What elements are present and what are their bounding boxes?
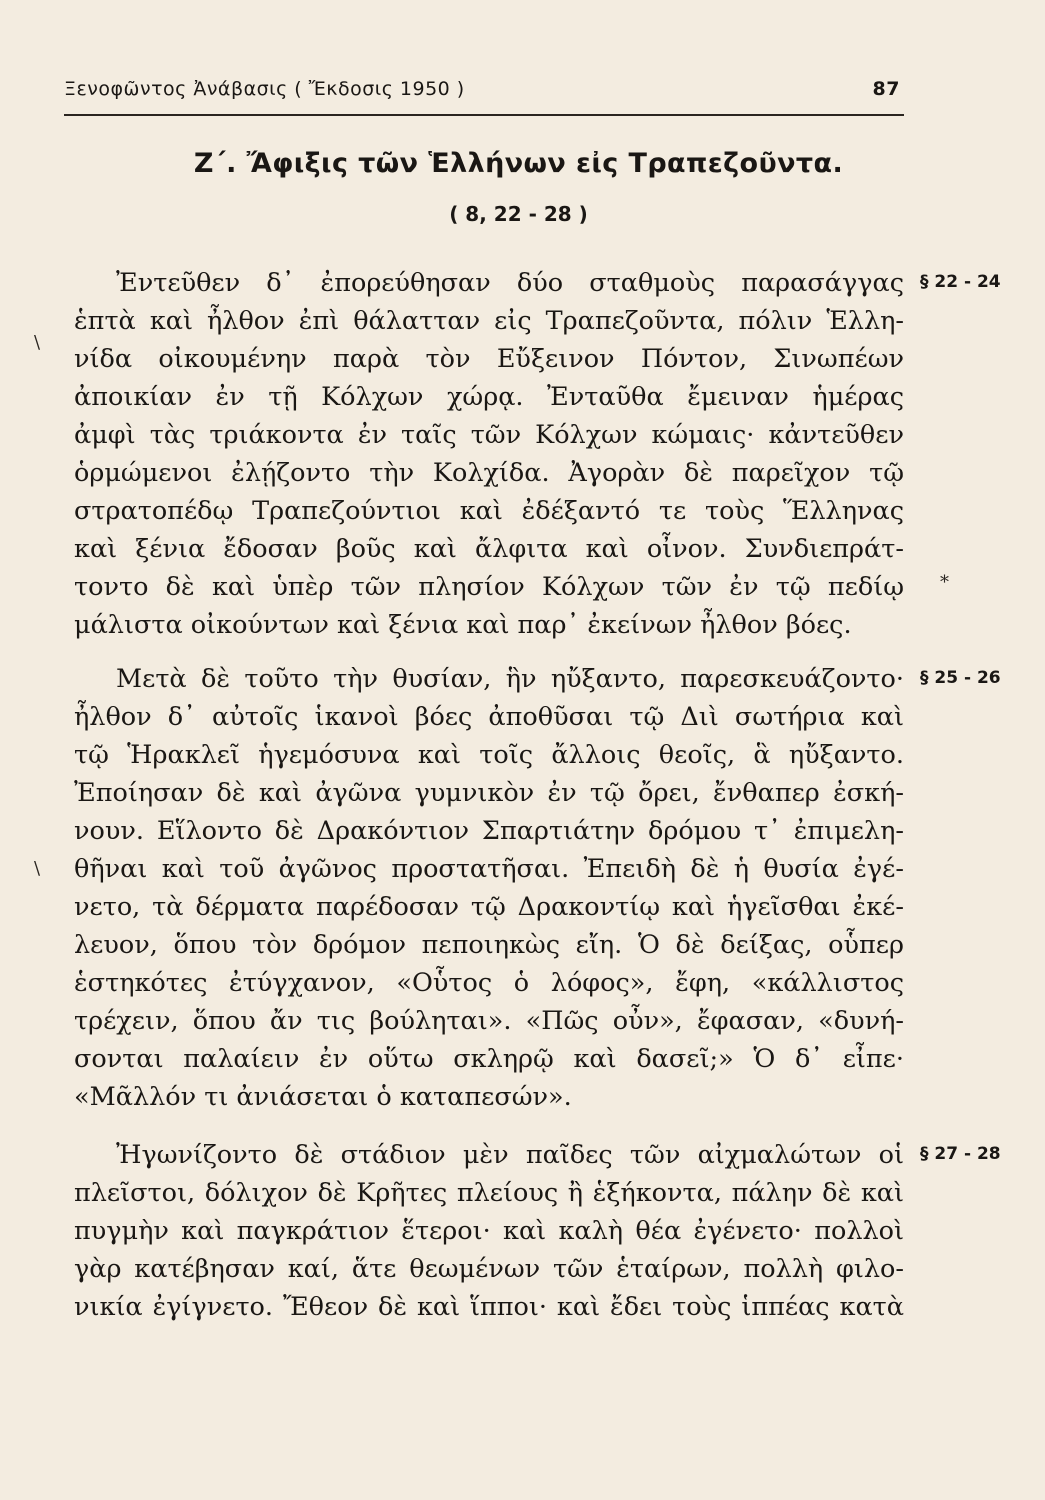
text-line: «Μᾶλλόν τι ἀνιάσεται ὁ καταπεσών». [74, 1082, 572, 1112]
text-line: πυγμὴν καὶ παγκράτιον ἕτεροι· καὶ καλὴ θέα ἐγένετο· πολλοὶ [74, 1216, 904, 1246]
text-line: θῆναι καὶ τοῦ ἀγῶνος προστατῆσαι. Ἐπειδὴ δὲ ἡ θυσία ἐγέ- [74, 854, 904, 884]
margin-note-22-24: § 22 - 24 [920, 272, 1001, 292]
text-line: σονται παλαίειν ἐν οὕτω σκληρῷ καὶ δασεῖ;» Ὁ δ᾽ εἶπε· [74, 1044, 904, 1074]
text-line: ἀμφὶ τὰς τριάκοντα ἐν ταῖς τῶν Κόλχων κώμαις· κἀντεῦθεν [74, 420, 904, 450]
text-line: ἑπτὰ καὶ ἦλθον ἐπὶ θάλατταν εἰς Τραπεζοῦντα, πόλιν Ἑλλη- [74, 306, 904, 336]
asterisk-mark-icon: * [940, 572, 949, 593]
text-line: πλεῖστοι, δόλιχον δὲ Κρῆτες πλείους ἢ ἑξήκοντα, πάλην δὲ καὶ [74, 1178, 904, 1208]
text-line: νίδα οἰκουμένην παρὰ τὸν Εὔξεινον Πόντον, Σινωπέων [74, 344, 904, 374]
pencil-mark-icon: \ [34, 858, 41, 879]
pencil-mark-icon: \ [34, 332, 41, 353]
text-line: λευον, ὅπου τὸν δρόμον πεποιηκὼς εἴη. Ὁ δὲ δείξας, οὗπερ [74, 930, 904, 960]
text-line: ὁρμώμενοι ἐλῄζοντο τὴν Κολχίδα. Ἀγορὰν δὲ παρεῖχον τῷ [74, 458, 904, 488]
text-line: ἦλθον δ᾽ αὐτοῖς ἱκανοὶ βόες ἀποθῦσαι τῷ Διὶ σωτήρια καὶ [74, 702, 904, 732]
margin-note-27-28: § 27 - 28 [920, 1144, 1001, 1164]
running-head [64, 78, 902, 108]
text-line: νουν. Εἵλοντο δὲ Δρακόντιον Σπαρτιάτην δρόμου τ᾽ ἐπιμελη- [74, 816, 904, 846]
text-line: Ἠγωνίζοντο δὲ στάδιον μὲν παῖδες τῶν αἰχμαλώτων οἱ [116, 1140, 904, 1170]
text-line: γὰρ κατέβησαν καί, ἅτε θεωμένων τῶν ἑταίρων, πολλὴ φιλο- [74, 1254, 904, 1284]
text-line: στρατοπέδῳ Τραπεζούντιοι καὶ ἐδέξαντό τε τοὺς Ἕλληνας [74, 496, 904, 526]
text-line: ἀποικίαν ἐν τῇ Κόλχων χώρᾳ. Ἐνταῦθα ἔμειναν ἡμέρας [74, 382, 904, 412]
text-line: τρέχειν, ὅπου ἄν τις βούληται». «Πῶς οὖν», ἔφασαν, «δυνή- [74, 1006, 904, 1036]
chapter-title: Ζ΄. Ἄφιξις τῶν Ἑλλήνων εἰς Τραπεζοῦντα. [193, 148, 844, 179]
text-line: μάλιστα οἰκούντων καὶ ξένια καὶ παρ᾽ ἐκείνων ἦλθον βόες. [74, 610, 852, 640]
text-line: καὶ ξένια ἔδοσαν βοῦς καὶ ἄλφιτα καὶ οἶνον. Συνδιεπράτ- [74, 534, 904, 564]
text-line: νετο, τὰ δέρματα παρέδοσαν τῷ Δρακοντίῳ καὶ ἡγεῖσθαι ἐκέ- [74, 892, 904, 922]
book-title: Ξενοφῶντος Ἀνάβασις ( Ἔκδοσις 1950 ) [64, 78, 465, 100]
text-line: Ἐποίησαν δὲ καὶ ἀγῶνα γυμνικὸν ἐν τῷ ὄρει, ἔνθαπερ ἐσκή- [74, 778, 904, 808]
header-rule [64, 114, 904, 116]
text-line: τῷ Ἡρακλεῖ ἡγεμόσυνα καὶ τοῖς ἄλλοις θεοῖς, ἃ ηὔξαντο. [74, 740, 904, 770]
section-range: ( 8, 22 - 28 ) [449, 202, 588, 226]
text-line: τοντο δὲ καὶ ὑπὲρ τῶν πλησίον Κόλχων τῶν ἐν τῷ πεδίῳ [74, 572, 904, 602]
text-line: ἑστηκότες ἐτύγχανον, «Οὗτος ὁ λόφος», ἔφη, «κάλλιστος [74, 968, 904, 998]
text-line: Ἐντεῦθεν δ᾽ ἐπορεύθησαν δύο σταθμοὺς παρασάγγας [116, 268, 904, 298]
text-line: νικία ἐγίγνετο. Ἔθεον δὲ καὶ ἵπποι· καὶ ἔδει τοὺς ἱππέας κατὰ [74, 1292, 904, 1322]
margin-note-25-26: § 25 - 26 [920, 668, 1001, 688]
page-number: 87 [872, 78, 900, 100]
text-line: Μετὰ δὲ τοῦτο τὴν θυσίαν, ἣν ηὔξαντο, παρεσκευάζοντο· [116, 664, 904, 694]
